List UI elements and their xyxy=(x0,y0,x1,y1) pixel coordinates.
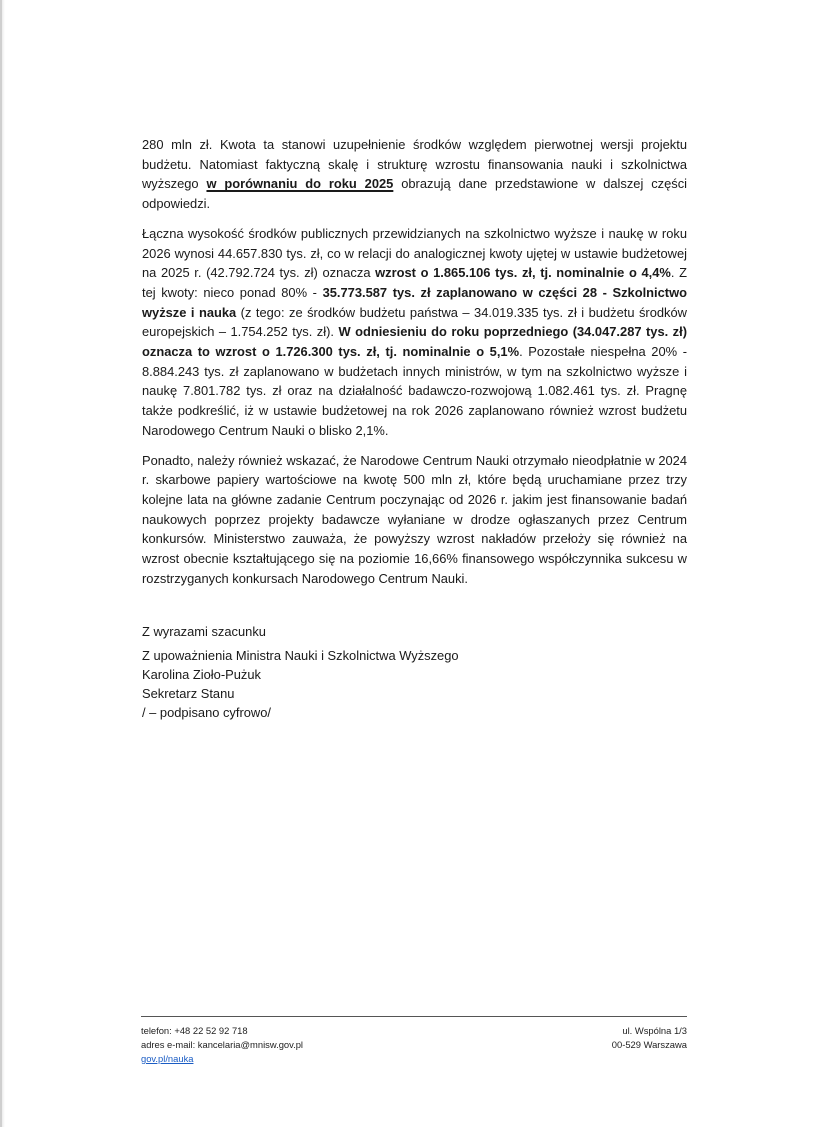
signatory-position: Sekretarz Stanu xyxy=(142,686,235,702)
footer-divider xyxy=(141,1016,687,1017)
footer-email: adres e-mail: kancelaria@mnisw.gov.pl xyxy=(141,1039,304,1050)
footer-city: 00-529 Warszawa xyxy=(611,1039,687,1050)
authorization-line: Z upoważnienia Ministra Nauki i Szkolnictwa Wyższego xyxy=(142,648,459,664)
footer-website-link[interactable]: gov.pl/nauka xyxy=(141,1053,194,1064)
bold-part-28: 35.773.587 tys. zł zaplanowano w części 28 - Szkolnictwo wyższe i nauka xyxy=(142,284,688,320)
digital-signature-note: / – podpisano cyfrowo/ xyxy=(142,705,271,721)
footer-phone: telefon: +48 22 52 92 718 xyxy=(141,1025,248,1036)
footer-address xyxy=(612,1024,687,1052)
closing-formula: Z wyrazami szacunku xyxy=(142,624,266,640)
bold-year-comparison: W odniesieniu do roku poprzedniego (34.047.287 tys. zł) oznacza to wzrost o 1.726.300 tys. zł, tj. nominalnie o 5,1% xyxy=(142,324,687,360)
footer-contact xyxy=(141,1024,303,1066)
signature-block xyxy=(142,622,687,722)
signatory-name: Karolina Zioło-Pużuk xyxy=(142,667,261,683)
paragraph-3: Ponadto, należy również wskazać, że Narodowe Centrum Nauki otrzymało nieodpłatnie w 2024 r. skarbowe papiery wartościowe na kwotę 500 mln zł, które będą uruchamiane przez trzy kolejne lata na główne zadanie Centrum poczynając od 2026 r. jakim jest finansowanie badań naukowych poprzez projekty badawcze wyłaniane w drodze ogłaszanych przez Centrum konkursów. Ministerstwo zauważa, że powyższy wzrost nakładów przełoży się również na wzrost obecnie kształtującego się na poziomie 16,66% finansowego współczynnika sukcesu w rozstrzyganych konkursach Narodowego Centrum Nauki. xyxy=(142,452,687,586)
footer-street: ul. Wspólna 1/3 xyxy=(622,1025,687,1036)
page-edge-shadow xyxy=(2,0,5,1127)
letter-body xyxy=(142,135,687,722)
paragraph-1: 280 mln zł. Kwota ta stanowi uzupełnienie środków względem pierwotnej wersji projektu budżetu. Natomiast faktyczną skalę i strukturę wzrostu finansowania nauki i szkolnictwa wyższego w porównaniu do roku 2025 obrazują dane przedstawione w dalszej części odpowiedzi. xyxy=(142,137,688,212)
underlined-phrase: w porównaniu do roku 2025 xyxy=(206,176,394,192)
bold-increase-total: wzrost o 1.865.106 tys. zł, tj. nominalnie o 4,4% xyxy=(375,265,671,281)
paragraph-2: Łączna wysokość środków publicznych przewidzianych na szkolnictwo wyższe i naukę w roku 2026 wynosi 44.657.830 tys. zł, co w relacji do analogicznej kwoty ujętej w ustawie budżetowej na 2025 r. (42.792.724 tys. zł) oznacza wzrost o 1.865.106 tys. zł, tj. nominalnie o 4,4%. Z tej kwoty: nieco ponad 80% - 35.773.587 tys. zł zaplanowano w części 28 - Szkolnictwo wyższe i nauka (z tego: ze środków budżetu państwa – 34.019.335 tys. zł i budżetu środków europejskich – 1.754.252 tys. zł). W odniesieniu do roku poprzedniego (34.047.287 tys. zł) oznacza to wzrost o 1.726.300 tys. zł, tj. nominalnie o 5,1%. Pozostałe niespełna 20% - 8.884.243 tys. zł zaplanowano w budżetach innych ministrów, w tym na szkolnictwo wyższe i naukę 7.801.782 tys. zł oraz na działalność badawczo-rozwojową 1.082.461 tys. zł. Pragnę także podkreślić, iż w ustawie budżetowej na rok 2026 zaplanowano również wzrost budżetu Narodowego Centrum Nauki o blisko 2,1%. xyxy=(142,225,688,438)
